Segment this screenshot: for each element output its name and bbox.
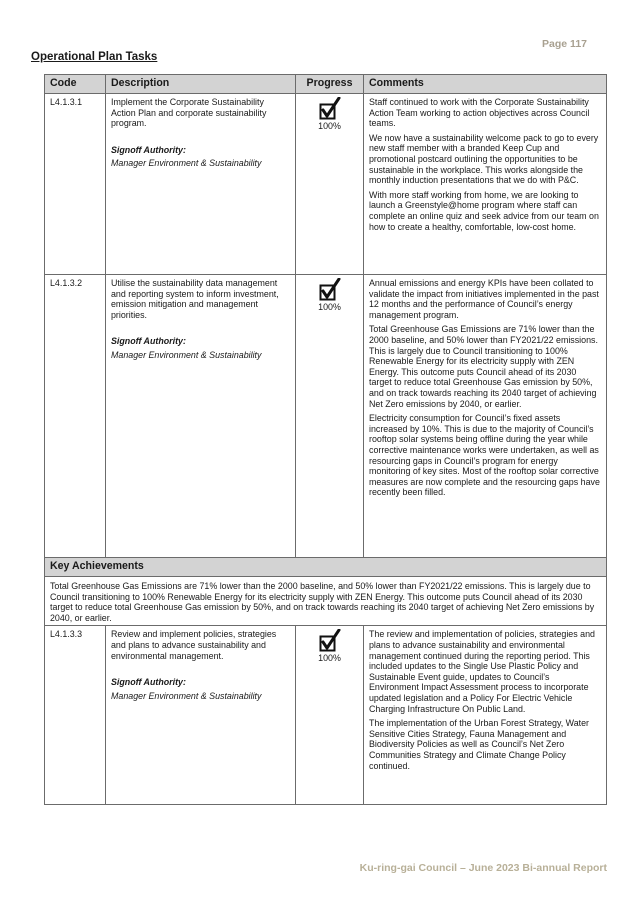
- task-description-cell: [106, 275, 296, 558]
- table-row: [45, 626, 607, 805]
- comment-paragraph: The review and implementation of policies, strategies and plans to advance sustainability and environmental management continued during the reporting period. This included updates to the Single Use Plastic Policy and Sustainable Event guide, updates to Council’s Environment Impact Assessment process to incorporate updated legislation and a Policy For Electric Vehicle Charging Infrastructure On Public Land.: [369, 629, 595, 714]
- header-progress: Progress: [296, 75, 364, 94]
- signoff-label: Signoff Authority:: [111, 144, 186, 155]
- task-code: L4.1.3.3: [45, 626, 106, 805]
- header-description: Description: [106, 75, 296, 94]
- signoff-value: Manager Environment & Sustainability: [111, 690, 262, 701]
- task-description-cell: [106, 94, 296, 275]
- comment-paragraph: We now have a sustainability welcome pack to go to every new staff member with a branded Keep Cup and promotional postcard outlining the opportunities to be sustainable in the workplace. This works alongside the monthly induction presentations that we do with P&C.: [369, 132, 599, 186]
- key-achievements-header-row: [45, 558, 607, 577]
- comment-paragraph: Electricity consumption for Council’s fixed assets increased by 10%. This is due to the majority of Council’s rooftop solar systems being offline during the year while corrective maintenance works were undertaken, as well as resourcing gaps in Council’s program for energy monitoring of key sites. Most of the rooftop solar corrective measures are now complete and the resourcing gaps have recently been filled.: [369, 413, 600, 498]
- comment-paragraph: The implementation of the Urban Forest Strategy, Water Sensitive Cities Strategy, Fauna Management and Biodiversity Policies as well as Council’s Net Zero Communities Strategy and Climate Change Policy continued.: [369, 718, 589, 771]
- progress-value: 100%: [318, 653, 341, 664]
- progress-value: 100%: [318, 121, 341, 131]
- progress-cell: [296, 626, 364, 805]
- key-achievements-row: [45, 577, 607, 626]
- task-description: Implement the Corporate Sustainability Action Plan and corporate sustainability program.: [111, 97, 267, 129]
- task-description-cell: [106, 626, 296, 805]
- comment-paragraph: Annual emissions and energy KPIs have been collated to validate the impact from initiatives implemented in the past 12 months and the performance of Council’s energy management program.: [369, 278, 599, 320]
- signoff-label: Signoff Authority:: [111, 336, 186, 347]
- task-description: Utilise the sustainability data management and reporting system to inform investment, emission mitigation and management priorities.: [111, 278, 279, 320]
- header-code: Code: [45, 75, 106, 94]
- task-code: L4.1.3.1: [45, 94, 106, 275]
- table-row: [45, 275, 607, 558]
- checkbox-tick-icon: [319, 97, 341, 121]
- table-row: [45, 94, 607, 275]
- checkbox-tick-icon: [319, 278, 341, 302]
- checkbox-tick-icon: [319, 629, 341, 653]
- page-number: Page 117: [542, 38, 587, 50]
- progress-cell: [296, 94, 364, 275]
- comments-cell: [364, 626, 607, 805]
- header-comments: Comments: [364, 75, 607, 94]
- comment-paragraph: With more staff working from home, we are looking to launch a Greenstyle@home program where staff can complete an online quiz and seek advice from our team on how to create a healthy, comfortable, low-cost home.: [369, 189, 599, 232]
- key-achievements-text: Total Greenhouse Gas Emissions are 71% lower than the 2000 baseline, and 50% lower than FY2021/22 emissions. This is largely due to Council transitioning to 100% Renewable Energy for its electricity supply with ZEN Energy. This outcome puts Council ahead of its 2030 target to reduce total Greenhouse Gas emission by 50%, and on track towards reaching its 2040 target of achieving Net Zero emissions by 2040, or earlier.: [45, 577, 607, 626]
- report-footer: Ku-ring-gai Council – June 2023 Bi-annual Report: [359, 862, 607, 874]
- progress-value: 100%: [318, 302, 341, 312]
- comments-cell: [364, 94, 607, 275]
- signoff-value: Manager Environment & Sustainability: [111, 349, 262, 360]
- comment-paragraph: Total Greenhouse Gas Emissions are 71% lower than the 2000 baseline, and 50% lower than FY2021/22 emissions. This is largely due to Council transitioning to 100% Renewable Energy for its electricity supply with ZEN Energy. This outcome puts Council ahead of its 2030 target to reduce total Greenhouse Gas emission by 50%, and on track towards reaching its 2040 target of achieving Net Zero emissions by 2040, or earlier.: [369, 324, 598, 409]
- signoff-value: Manager Environment & Sustainability: [111, 158, 262, 169]
- progress-cell: [296, 275, 364, 558]
- table-header-row: [45, 75, 607, 94]
- task-code: L4.1.3.2: [45, 275, 106, 558]
- section-title: Operational Plan Tasks: [31, 51, 158, 63]
- operational-plan-table: [44, 74, 607, 805]
- signoff-label: Signoff Authority:: [111, 677, 186, 688]
- task-description: Review and implement policies, strategies and plans to advance sustainability and environmental management.: [111, 629, 277, 661]
- comments-cell: [364, 275, 607, 558]
- key-achievements-heading: Key Achievements: [45, 558, 607, 577]
- comment-paragraph: Staff continued to work with the Corporate Sustainability Action Team working to action objectives across Council teams.: [369, 97, 590, 129]
